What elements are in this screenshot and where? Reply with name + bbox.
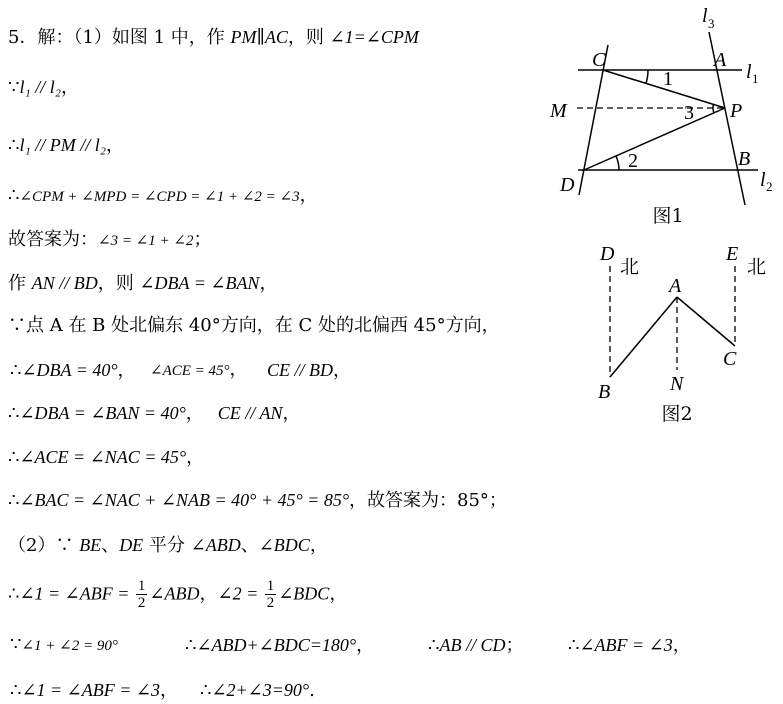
- math-expression: ∠DBA = ∠BAN = 40°: [19, 403, 186, 423]
- punctuation: ，: [159, 680, 178, 701]
- line-text: 平分: [143, 535, 191, 556]
- expression-group: [10, 633, 118, 658]
- math-expression: AN // BD: [31, 273, 98, 293]
- math-expression: l₁ // l₂: [19, 77, 61, 97]
- math-expression: ∠1 = ∠ABF =: [19, 583, 134, 604]
- solution-line-15: [8, 678, 408, 702]
- label-l2-subscript: 2: [766, 179, 773, 194]
- math-expression: BE: [79, 535, 102, 555]
- punctuation: ，: [333, 360, 351, 381]
- punctuation: ，: [185, 403, 204, 424]
- line-text: 作: [8, 273, 32, 294]
- because-symbol: ∵: [10, 634, 22, 655]
- label-point-c: C: [592, 49, 606, 71]
- figure-1-caption: 图1: [652, 205, 684, 227]
- therefore-symbol: ∴: [8, 490, 20, 511]
- figure-2-caption: 图2: [661, 403, 693, 425]
- line-text: （2）∵: [8, 535, 80, 556]
- therefore-symbol: ∴: [8, 583, 20, 605]
- label-point-n: N: [670, 373, 684, 395]
- expression-group: [267, 358, 351, 383]
- solution-line-12: [8, 533, 328, 558]
- segment-dp: [584, 108, 725, 170]
- punctuation: ，: [117, 360, 136, 381]
- math-expression: ∠BAC = ∠NAC + ∠NAB = 40° + 45° = 85°: [19, 490, 350, 510]
- math-expression: ∠3 = ∠1 + ∠2: [98, 233, 194, 249]
- label-point-c: C: [723, 348, 737, 370]
- therefore-symbol: ∴: [185, 635, 197, 656]
- punctuation: ，: [672, 635, 691, 656]
- angle-3-arc: [713, 104, 714, 112]
- because-symbol: ∵: [8, 77, 20, 98]
- fraction-numerator: 1: [137, 578, 146, 594]
- punctuation: ；: [193, 229, 212, 250]
- solution-line-3: [8, 133, 124, 158]
- math-expression: ∠ABD: [149, 583, 200, 604]
- line-text: ∵点 A 在 B 处北偏东 40°方向，在 C 处的北偏西 45°方向，: [8, 315, 500, 336]
- punctuation: ；: [505, 635, 524, 656]
- math-expression: CE // AN: [217, 403, 283, 423]
- label-angle-1: 1: [663, 68, 673, 90]
- math-expression: l₁ // PM // l₂: [19, 135, 106, 155]
- math-expression: ∠BDC: [258, 535, 310, 555]
- expression-group: [200, 678, 315, 703]
- math-expression: CE // BD: [267, 360, 333, 380]
- line-text: ，则: [287, 27, 330, 48]
- punctuation: ，: [356, 635, 375, 656]
- label-l2: l: [760, 169, 766, 191]
- label-point-a: A: [714, 49, 727, 71]
- label-l3: l: [702, 5, 708, 27]
- therefore-symbol: ∴: [568, 635, 580, 656]
- solution-line-2: [8, 75, 79, 100]
- expression-group: [10, 678, 178, 703]
- expression-group: [10, 358, 136, 383]
- punctuation: ，: [186, 447, 205, 468]
- math-expression: ∠BDC: [278, 583, 330, 604]
- punctuation: ，: [309, 535, 328, 556]
- therefore-symbol: ∴: [10, 680, 22, 701]
- label-north-e: 北: [747, 256, 767, 278]
- fraction-denominator: 2: [137, 595, 146, 611]
- math-expression: ∠ACE = ∠NAC = 45°: [19, 447, 187, 467]
- math-expression: ∠ACE = 45°: [150, 363, 230, 379]
- label-north-d: 北: [620, 256, 640, 278]
- solution-line-6: [8, 271, 277, 296]
- punctuation: ，: [229, 359, 248, 380]
- math-expression: ∠2 =: [217, 583, 263, 604]
- solution-line-8: [8, 358, 428, 382]
- math-expression: ∠CPM + ∠MPD = ∠CPD = ∠1 + ∠2 = ∠3: [19, 189, 300, 205]
- therefore-symbol: ∴: [8, 447, 20, 468]
- fraction-one-half: [265, 578, 277, 611]
- math-expression: DE: [119, 535, 144, 555]
- label-point-p: P: [730, 100, 743, 122]
- math-expression: ∠DBA = 40°: [21, 360, 118, 380]
- math-expression: ∠1 + ∠2 = 90°: [21, 638, 118, 654]
- math-expression: ∠ABD+∠BDC=180°: [196, 635, 357, 655]
- therefore-symbol: ∴: [428, 635, 440, 656]
- fraction-numerator: 1: [266, 578, 275, 594]
- punctuation: ，: [299, 185, 318, 206]
- line-text: 5．解：（1）如图 1 中，作: [8, 27, 231, 48]
- math-expression: ∠DBA = ∠BAN: [139, 273, 260, 293]
- math-expression: ∠ABF = ∠3: [579, 635, 673, 655]
- label-point-e: E: [726, 243, 739, 265]
- math-expression: ∠2+∠3=90°: [211, 680, 310, 700]
- therefore-symbol: ∴: [8, 185, 20, 206]
- math-expression: ∠1=∠CPM: [329, 27, 419, 47]
- label-angle-3: 3: [684, 102, 694, 124]
- expression-group: [428, 633, 523, 658]
- label-l1: l: [746, 61, 752, 83]
- solution-line-7: [8, 314, 500, 338]
- math-expression: ∠1 = ∠ABF = ∠3: [21, 680, 160, 700]
- segment-ba: [610, 297, 677, 377]
- therefore-symbol: ∴: [10, 360, 22, 381]
- angle-2-arc: [616, 156, 619, 170]
- expression-group: [150, 358, 248, 383]
- punctuation: 、: [101, 535, 120, 556]
- segment-ac: [677, 297, 735, 346]
- punctuation: ，: [105, 135, 124, 156]
- angle-1-arc: [646, 70, 648, 83]
- punctuation: ，: [199, 583, 218, 605]
- label-l1-subscript: 1: [752, 71, 759, 86]
- label-angle-2: 2: [628, 150, 638, 172]
- expression-group: [568, 633, 691, 658]
- therefore-symbol: ∴: [200, 680, 212, 701]
- solution-line-14: [8, 633, 768, 657]
- figure-1: [545, 0, 783, 232]
- line-text: 故答案为：: [8, 229, 98, 250]
- therefore-symbol: ∴: [8, 403, 20, 424]
- label-point-b: B: [598, 381, 611, 403]
- solution-line-9: [8, 401, 300, 426]
- answer-text: ，故答案为：85°；: [349, 490, 507, 511]
- label-point-a: A: [669, 275, 682, 297]
- therefore-symbol: ∴: [8, 135, 20, 156]
- line-text: ，则: [97, 273, 140, 294]
- solution-line-11: [8, 488, 507, 513]
- punctuation: ，: [60, 77, 79, 98]
- solution-line-5: [8, 228, 211, 253]
- expression-group: [185, 633, 374, 658]
- solution-line-13: [8, 578, 347, 611]
- label-point-b: B: [738, 148, 751, 170]
- punctuation: ，: [329, 583, 348, 605]
- punctuation: .: [309, 680, 315, 701]
- figure-2: [585, 238, 783, 430]
- fraction-denominator: 2: [266, 595, 275, 611]
- label-point-d: D: [600, 243, 615, 265]
- fraction-one-half: [136, 578, 148, 611]
- math-expression: PM∥AC: [230, 27, 288, 47]
- solution-line-10: [8, 445, 204, 470]
- label-l3-subscript: 3: [708, 16, 715, 31]
- punctuation: ，: [259, 273, 278, 294]
- label-point-d: D: [560, 174, 575, 196]
- punctuation: 、: [240, 535, 259, 556]
- math-expression: AB // CD: [439, 635, 506, 655]
- label-point-m: M: [550, 100, 567, 122]
- solution-line-1: [8, 25, 419, 50]
- math-expression: ∠ABD: [190, 535, 241, 555]
- solution-line-4: [8, 184, 318, 209]
- punctuation: ，: [282, 403, 301, 424]
